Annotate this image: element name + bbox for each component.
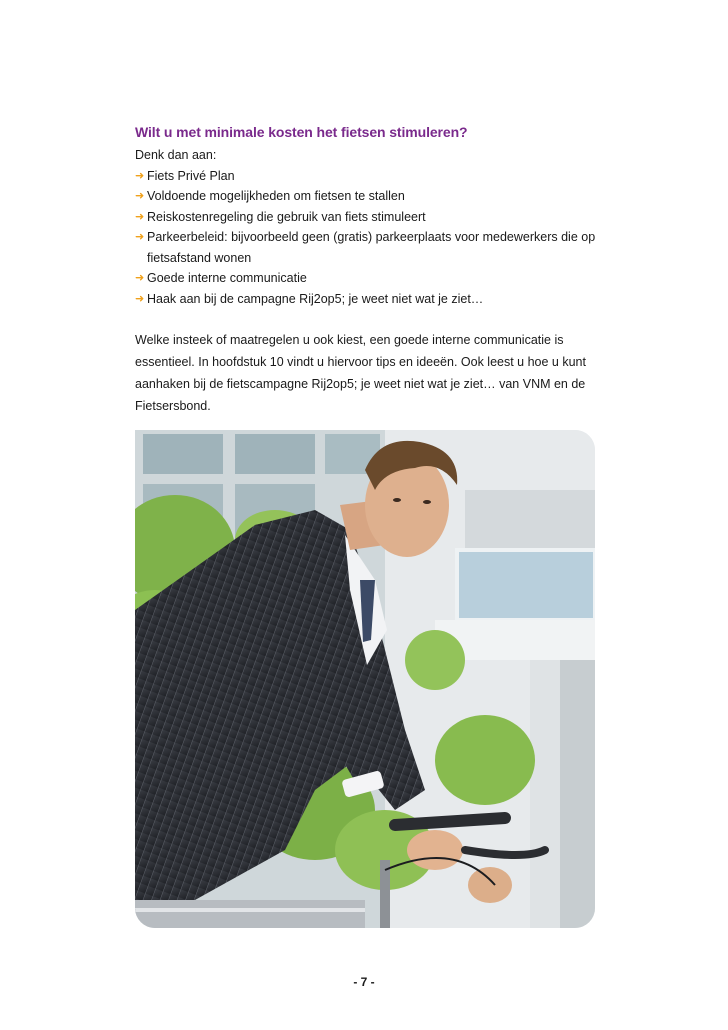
businessman-on-bicycle-illustration	[135, 430, 595, 928]
arrow-right-icon: ➜	[135, 272, 145, 284]
bullet-list	[135, 166, 605, 310]
list-item: ➜ Parkeerbeleid: bijvoorbeeld geen (gratis) parkeerplaats voor medewerkers die op fietsafstand wonen	[135, 227, 605, 268]
cyclist-photo	[135, 430, 595, 928]
page-number: - 7 -	[353, 975, 375, 989]
intro-text: Denk dan aan:	[135, 148, 217, 162]
list-item: ➜ Voldoende mogelijkheden om fietsen te stallen	[135, 186, 605, 207]
body-paragraph: Welke insteek of maatregelen u ook kiest, een goede interne communicatie is essentieel. In hoofdstuk 10 vindt u hiervoor tips en ideeën. Ook leest u hoe u kunt aanhaken bij de fietscampagne Rij2op5; je weet niet wat je ziet… van VNM en de Fietsersbond.	[135, 333, 586, 413]
main-content	[135, 121, 605, 417]
list-item: ➜ Reiskostenregeling die gebruik van fiets stimuleert	[135, 207, 605, 228]
arrow-right-icon: ➜	[135, 210, 145, 223]
arrow-right-icon: ➜	[135, 292, 145, 305]
arrow-right-icon: ➜	[135, 231, 145, 243]
list-item: ➜ Goede interne communicatie	[135, 268, 605, 289]
list-item: ➜ Haak aan bij de campagne Rij2op5; je weet niet wat je ziet…	[135, 289, 605, 310]
arrow-right-icon: ➜	[135, 169, 145, 182]
section-heading: Wilt u met minimale kosten het fietsen stimuleren?	[135, 124, 468, 140]
list-item: ➜ Fiets Privé Plan	[135, 166, 605, 187]
arrow-right-icon: ➜	[135, 190, 145, 202]
